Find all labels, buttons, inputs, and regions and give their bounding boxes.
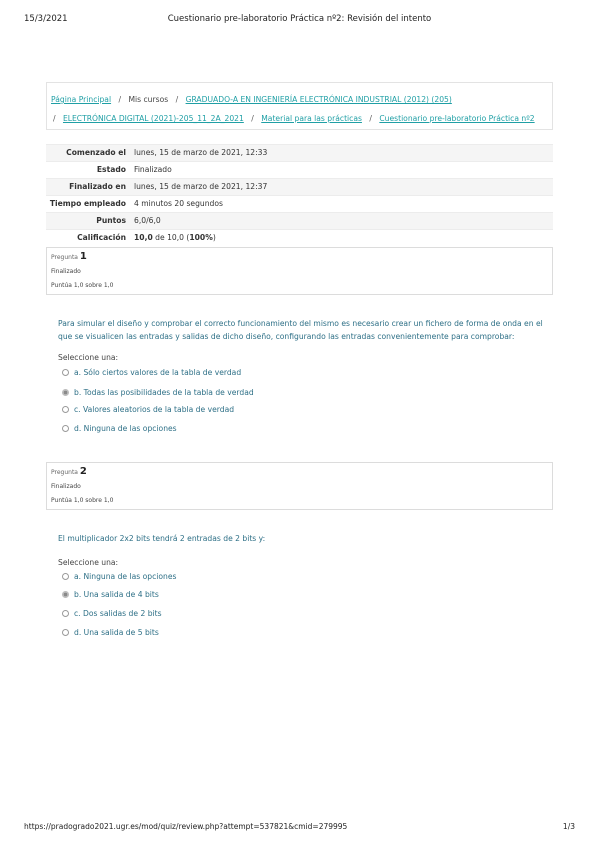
q1-option-c[interactable] bbox=[62, 405, 234, 414]
question-number bbox=[51, 466, 87, 477]
summary-value: Finalizado bbox=[134, 165, 172, 174]
q1-option-a[interactable] bbox=[62, 368, 241, 377]
summary-row-points bbox=[46, 212, 553, 229]
radio-button[interactable] bbox=[62, 610, 69, 617]
question-info-2 bbox=[46, 462, 553, 510]
summary-label: Estado bbox=[96, 165, 126, 174]
select-one-prompt: Seleccione una: bbox=[58, 353, 119, 362]
breadcrumb-course-link[interactable]: ELECTRÓNICA DIGITAL (2021)-205_11_2A_2021 bbox=[62, 114, 244, 123]
breadcrumb-line-1 bbox=[51, 95, 452, 104]
breadcrumb-degree-link[interactable]: GRADUADO-A EN INGENIERÍA ELECTRÓNICA INDUSTRIAL (2012) (205) bbox=[185, 95, 452, 104]
question-info-1 bbox=[46, 247, 553, 295]
question-label: Pregunta bbox=[51, 469, 78, 476]
option-label: b. Todas las posibilidades de la tabla de verdad bbox=[74, 388, 254, 397]
breadcrumb-separator: / bbox=[118, 95, 122, 104]
breadcrumb-separator: / bbox=[53, 114, 56, 123]
grade-percent: 100% bbox=[189, 233, 213, 242]
breadcrumb-separator: / bbox=[251, 114, 254, 123]
grade-close: ) bbox=[212, 233, 216, 242]
print-header bbox=[24, 14, 575, 26]
question-grade: Puntúa 1,0 sobre 1,0 bbox=[51, 282, 114, 289]
question-state: Finalizado bbox=[51, 268, 81, 275]
breadcrumb bbox=[46, 82, 553, 130]
summary-row-time bbox=[46, 195, 553, 212]
question-number-value: 1 bbox=[79, 251, 87, 262]
option-label: c. Dos salidas de 2 bits bbox=[74, 609, 162, 618]
breadcrumb-my-courses: Mis cursos bbox=[128, 95, 169, 104]
question-text-1: Para simular el diseño y comprobar el correcto funcionamiento del mismo es necesario crear un fichero de forma de onda en el que se visualicen las entradas y salidas de dicho diseño, configurando las entradas convenientemente para comprobar: bbox=[58, 319, 543, 341]
radio-button[interactable] bbox=[62, 573, 69, 580]
q2-option-a[interactable] bbox=[62, 572, 176, 581]
q1-option-b[interactable] bbox=[62, 388, 254, 397]
breadcrumb-home-link[interactable]: Página Principal bbox=[51, 95, 112, 104]
q2-option-b[interactable] bbox=[62, 590, 159, 599]
question-text-2: El multiplicador 2x2 bits tendrá 2 entradas de 2 bits y: bbox=[58, 534, 266, 543]
option-label: d. Ninguna de las opciones bbox=[74, 424, 177, 433]
option-label: c. Valores aleatorios de la tabla de verdad bbox=[74, 405, 235, 414]
print-footer bbox=[24, 822, 575, 834]
radio-button[interactable] bbox=[62, 406, 69, 413]
question-grade: Puntúa 1,0 sobre 1,0 bbox=[51, 497, 114, 504]
breadcrumb-separator: / bbox=[175, 95, 179, 104]
radio-button[interactable] bbox=[62, 425, 69, 432]
page-number: 1/3 bbox=[562, 822, 575, 831]
print-date: 15/3/2021 bbox=[24, 14, 68, 24]
summary-value: 6,0/6,0 bbox=[134, 216, 161, 225]
breadcrumb-materials-link[interactable]: Material para las prácticas bbox=[261, 114, 362, 123]
summary-row-finished bbox=[46, 178, 553, 195]
print-title: Cuestionario pre-laboratorio Práctica nº2: Revisión del intento bbox=[167, 14, 432, 24]
radio-button[interactable] bbox=[62, 369, 69, 376]
print-url: https://pradogrado2021.ugr.es/mod/quiz/review.php?attempt=537821&cmid=279995 bbox=[24, 822, 348, 831]
summary-label: Tiempo empleado bbox=[49, 199, 126, 208]
option-label: b. Una salida de 4 bits bbox=[74, 590, 159, 599]
option-label: a. Sólo ciertos valores de la tabla de verdad bbox=[74, 368, 242, 377]
summary-grade-value bbox=[130, 230, 220, 246]
summary-label: Finalizado en bbox=[69, 182, 126, 191]
radio-button[interactable] bbox=[62, 629, 69, 636]
q2-option-d[interactable] bbox=[62, 628, 159, 637]
summary-label: Calificación bbox=[77, 233, 126, 242]
option-label: a. Ninguna de las opciones bbox=[74, 572, 177, 581]
grade-of: de 10,0 ( bbox=[152, 233, 190, 242]
summary-value: lunes, 15 de marzo de 2021, 12:33 bbox=[134, 148, 268, 157]
select-one-prompt: Seleccione una: bbox=[58, 558, 119, 567]
radio-button-selected[interactable] bbox=[62, 591, 69, 598]
breadcrumb-quiz-link[interactable]: Cuestionario pre-laboratorio Práctica nº2 bbox=[379, 114, 535, 123]
grade-score: 10,0 bbox=[134, 233, 153, 242]
summary-label: Puntos bbox=[96, 216, 126, 225]
q1-option-d[interactable] bbox=[62, 424, 177, 433]
breadcrumb-line-2 bbox=[51, 114, 535, 123]
question-label: Pregunta bbox=[51, 254, 78, 261]
question-number-value: 2 bbox=[79, 466, 87, 477]
summary-label: Comenzado el bbox=[66, 148, 126, 157]
summary-row-state bbox=[46, 161, 553, 178]
question-state: Finalizado bbox=[51, 483, 81, 490]
q2-option-c[interactable] bbox=[62, 609, 162, 618]
question-number bbox=[51, 251, 87, 262]
option-label: d. Una salida de 5 bits bbox=[74, 628, 159, 637]
breadcrumb-separator: / bbox=[369, 114, 372, 123]
attempt-summary-table bbox=[46, 144, 553, 246]
summary-row-started bbox=[46, 144, 553, 161]
summary-value: 4 minutos 20 segundos bbox=[134, 199, 223, 208]
radio-button-selected[interactable] bbox=[62, 389, 69, 396]
summary-row-grade bbox=[46, 229, 553, 246]
summary-value: lunes, 15 de marzo de 2021, 12:37 bbox=[134, 182, 268, 191]
